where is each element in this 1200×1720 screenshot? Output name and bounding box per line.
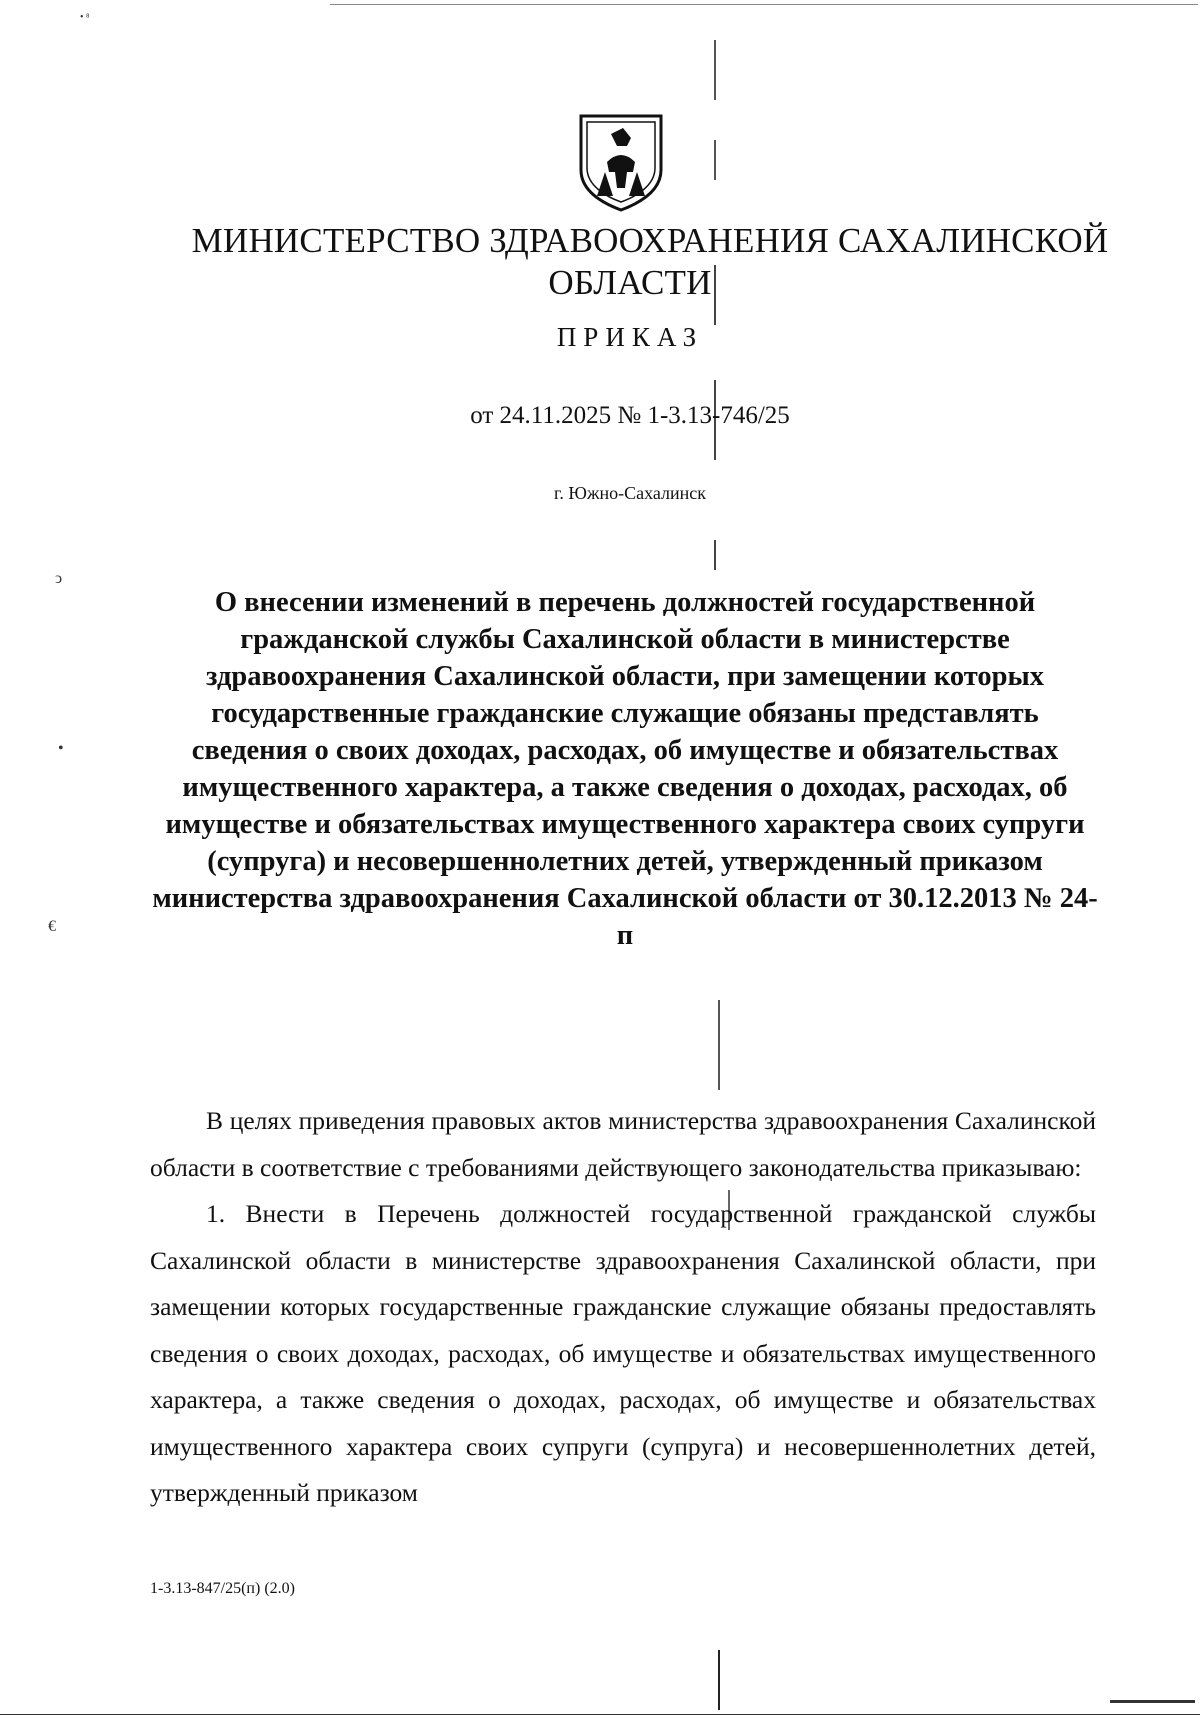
footer-document-code: 1-3.13-847/25(п) (2.0) bbox=[150, 1580, 295, 1597]
document-title: О внесении изменений в перечень должностей государственной гражданской службы Сахалинской области в министерстве здравоохранения Сахалинской области, при замещении которых государственные гражданские служащие обязаны представлять сведения о своих доходах, расходах, об имуществе и обязательствах имущественного характера, а также сведения о доходах, расходах, об имуществе и обязательствах имущественного характера своих супруги (супруга) и несовершеннолетних детей, утвержденный приказом министерства здравоохранения Сахалинской области от 30.12.2013 № 24-п bbox=[152, 587, 1098, 951]
scan-crease-line bbox=[714, 40, 716, 100]
ministry-heading-line1: МИНИСТЕРСТВО ЗДРАВООХРАНЕНИЯ САХАЛИНСКОЙ bbox=[191, 221, 1109, 260]
scan-speck: € bbox=[48, 918, 56, 935]
scan-speck: • ⁸ bbox=[80, 12, 90, 23]
body-paragraph-1: В целях приведения правовых актов министерства здравоохранения Сахалинской области в соответствие с требованиями действующего законодательства приказываю: bbox=[150, 1106, 1096, 1182]
scan-bottom-edge bbox=[1110, 1700, 1195, 1703]
scan-top-edge bbox=[330, 4, 1198, 5]
ministry-heading bbox=[0, 220, 1200, 304]
ministry-heading-line2: ОБЛАСТИ bbox=[548, 263, 712, 302]
scan-crease-line bbox=[718, 1000, 720, 1090]
scan-crease-line bbox=[714, 140, 716, 180]
scan-speck: • bbox=[58, 740, 64, 757]
sakhalin-coat-of-arms-icon bbox=[575, 112, 667, 212]
scan-crease-line bbox=[714, 540, 716, 570]
city-name: г. Южно-Сахалинск bbox=[553, 483, 707, 503]
body-paragraph-2: 1. Внести в Перечень должностей государственной гражданской службы Сахалинской области в министерстве здравоохранения Сахалинской области, при замещении которых государственные гражданские служащие обязаны предоставлять сведения о своих доходах, расходах, об имуществе и обязательствах имущественного характера, а также сведения о доходах, расходах, об имуществе и обязательствах имущественного характера своих супруги (супруга) и несовершеннолетних детей, утвержденный приказом bbox=[150, 1199, 1096, 1507]
document-body bbox=[150, 1098, 1096, 1517]
document-type: ПРИКАЗ bbox=[556, 322, 704, 352]
scan-crease-line bbox=[718, 1650, 720, 1710]
order-date-number: от 24.11.2025 № 1-3.13-746/25 bbox=[470, 402, 790, 429]
scan-speck: ↄ bbox=[55, 570, 63, 587]
scan-bottom-edge bbox=[0, 1714, 1200, 1715]
